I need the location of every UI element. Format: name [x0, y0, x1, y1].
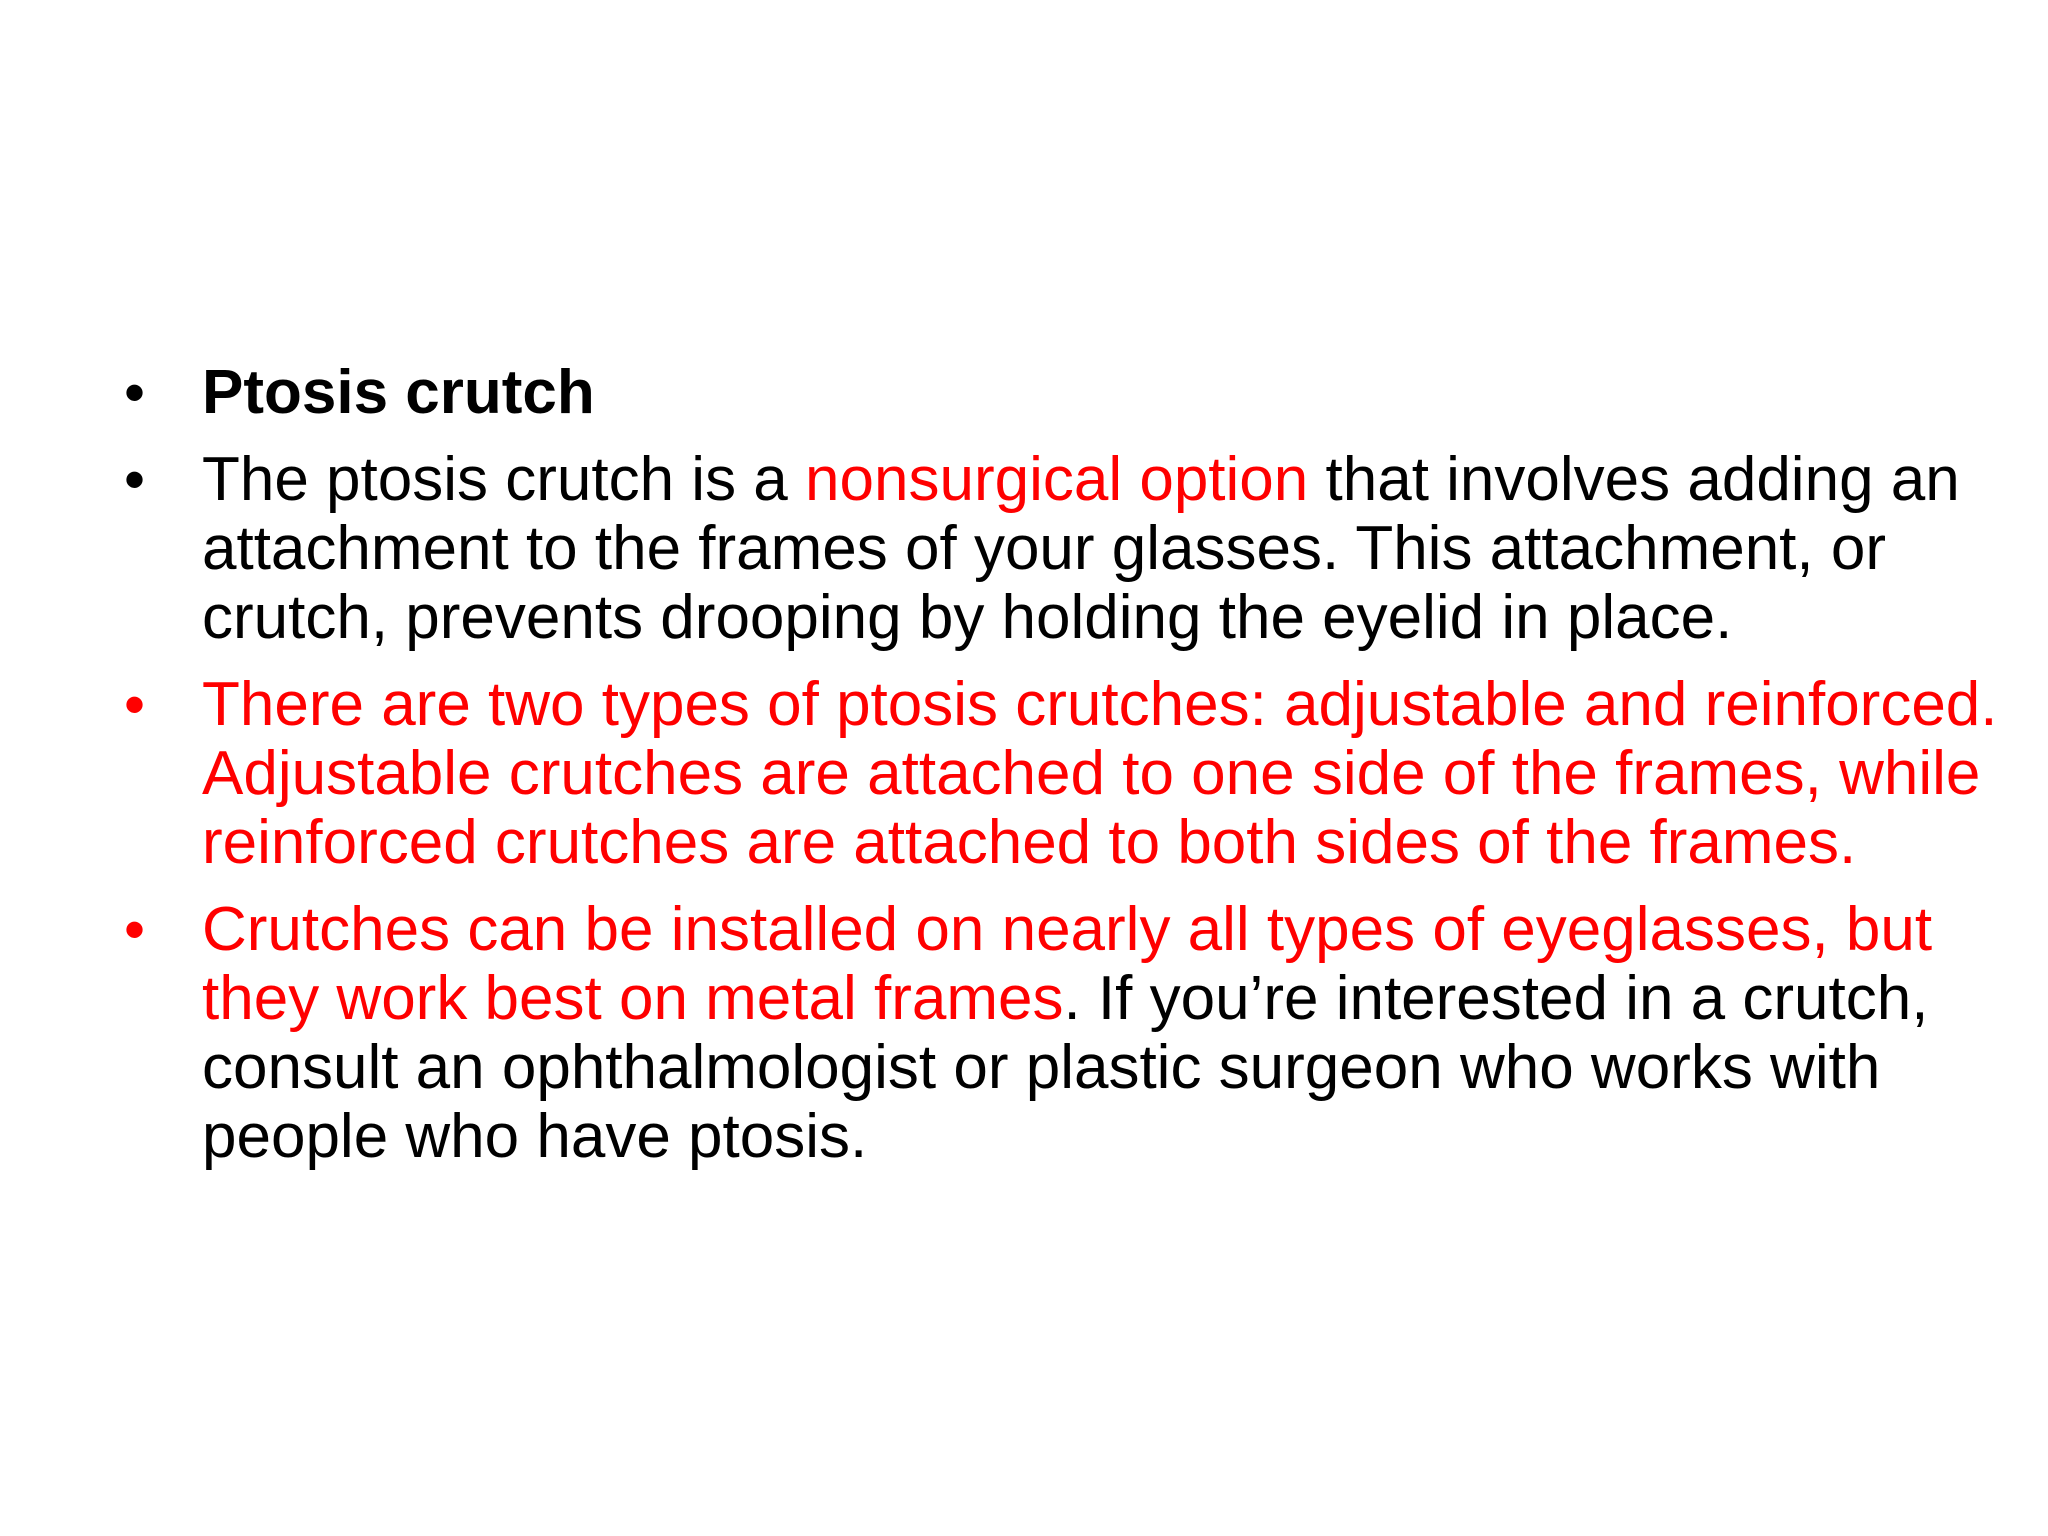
- bullet-highlight-text: There are two types of ptosis crutches: adjustable and reinforced. Adjustable crutches are attached to one side of the frames, while reinforced crutches are attached to both sides of the frames.: [202, 670, 1998, 877]
- bullet-heading: Ptosis crutch: [202, 358, 595, 427]
- bullet-icon: •: [124, 446, 146, 513]
- bullet-text-part: . If you’re interested in a crutch, consult an ophthalmologist or plastic surgeon who works with people who have ptosis.: [202, 964, 1929, 1171]
- bullet-icon: •: [124, 359, 146, 426]
- bullet-highlight-text: Crutches can be installed on nearly all types of eyeglasses, but they work best on metal frames: [202, 895, 1933, 1033]
- bullet-text-part: that involves adding an attachment to the frames of your glasses. This attachment, or crutch, prevents drooping by holding the eyelid in place.: [202, 445, 1960, 652]
- bullet-item-description: [120, 445, 2000, 652]
- bullet-icon: •: [124, 896, 146, 963]
- bullet-highlight-text: nonsurgical option: [805, 445, 1309, 514]
- bullet-item-heading: [120, 358, 2000, 427]
- bullet-icon: •: [124, 671, 146, 738]
- bullet-list: [120, 358, 2000, 1189]
- bullet-item-installation: [120, 895, 2000, 1171]
- bullet-item-types: [120, 670, 2000, 877]
- bullet-text-part: The ptosis crutch is a: [202, 445, 806, 514]
